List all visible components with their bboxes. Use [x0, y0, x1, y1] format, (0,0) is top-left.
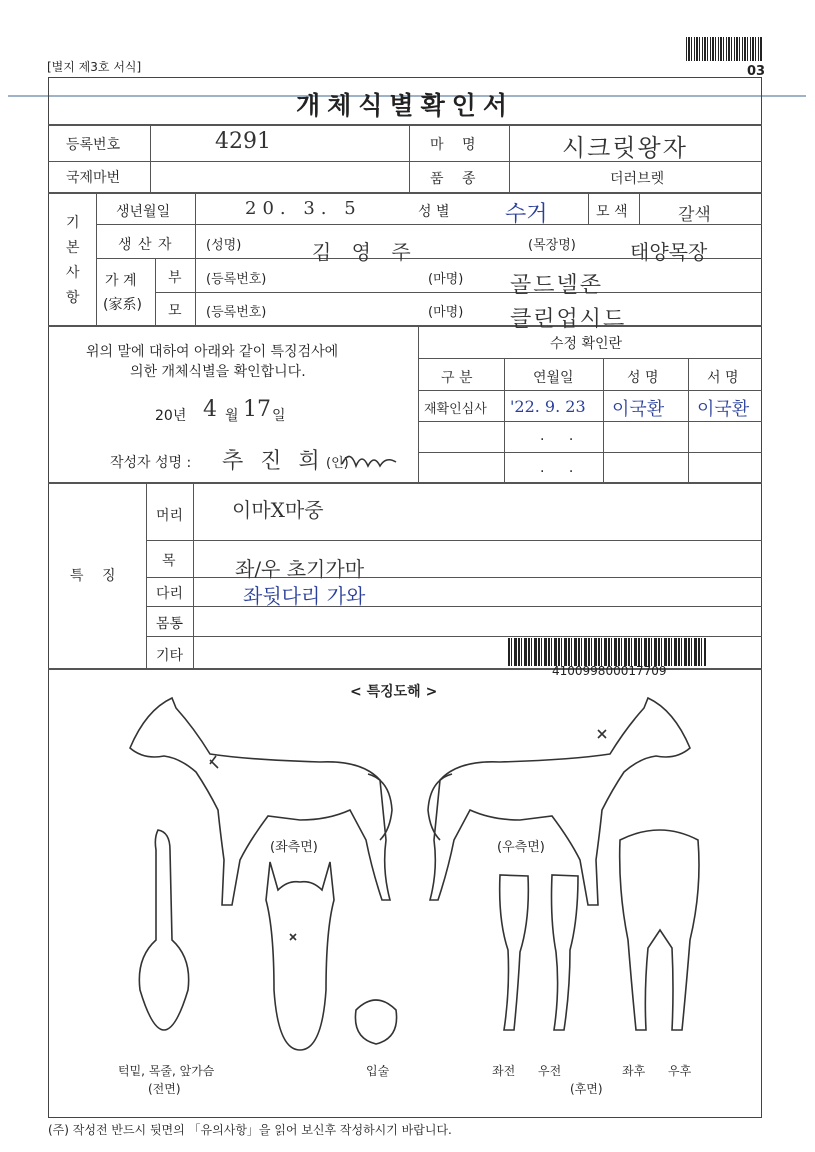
vline-d: [96, 192, 97, 325]
barcode-number: 410099800017709: [552, 664, 667, 678]
sire-label: 부: [168, 270, 182, 286]
pedigree-label-2: (家系): [103, 297, 142, 313]
breeder-name-value: 김 영 주: [312, 240, 411, 264]
breed-value: 더러브렛: [610, 171, 665, 187]
rear-left-label: 좌후: [622, 1064, 646, 1078]
vline-b: [409, 124, 410, 192]
feat-neck-label: 목: [162, 553, 176, 569]
vline-rev-2: [603, 358, 604, 482]
hline-rev-4: [418, 452, 762, 453]
sex-value: 수거: [505, 202, 548, 227]
rev-type-value: 재확인심사: [424, 402, 487, 417]
signature-scribble: [340, 444, 400, 474]
rev-date-value: '22. 9. 23: [510, 397, 586, 416]
author-label: 작성자 성명 :: [110, 455, 192, 471]
breeder-label: 생 산 자: [118, 237, 172, 253]
sire-name-tag: (마명): [428, 272, 464, 287]
hline-rev-3: [418, 421, 762, 422]
rev-col-date: 연월일: [533, 370, 574, 386]
vline-feat-1: [146, 482, 147, 668]
hline-rev-2: [418, 390, 762, 391]
date-month-value: 4: [203, 397, 217, 422]
rev-dots-2: . .: [540, 460, 574, 476]
vline-rev-1: [504, 358, 505, 482]
sire-reg-tag: (등록번호): [206, 272, 267, 287]
basic-info-label-3: 사: [66, 265, 80, 281]
reg-no-value: 4291: [215, 129, 271, 154]
basic-info-label-1: 기: [66, 215, 80, 231]
date-year: 20년: [155, 408, 187, 424]
farm-name-value: 태양목장: [630, 240, 708, 264]
sire-name-value: 골드넬존: [510, 273, 604, 298]
date-day-value: 17: [243, 397, 271, 422]
front-left-label: 좌전: [492, 1064, 516, 1078]
sex-label: 성 별: [418, 204, 450, 220]
seal-label: (인): [326, 456, 349, 471]
hline-feat-4: [146, 636, 762, 637]
rev-col-sign: 서 명: [707, 370, 739, 386]
coat-label: 모 색: [596, 204, 628, 220]
vline-confirm: [418, 325, 419, 482]
muzzle-label: 입술: [366, 1064, 390, 1078]
vline-f: [155, 258, 156, 325]
vline-g: [588, 192, 589, 224]
date-day-label: 일: [272, 408, 286, 424]
left-side-label: (좌측면): [270, 840, 318, 855]
features-label: 특 징: [70, 568, 116, 584]
hline-title: [48, 124, 762, 126]
hline-feat-3: [146, 606, 762, 607]
hline-confirm-bottom: [48, 482, 762, 484]
pedigree-label-1: 가 계: [105, 273, 137, 289]
feat-head-label: 머리: [156, 508, 184, 524]
birth-date-value: 20. 3. 5: [245, 198, 362, 219]
vline-rev-3: [688, 358, 689, 482]
revision-title: 수정 확인란: [550, 336, 623, 352]
dam-label: 모: [168, 303, 182, 319]
hline-6: [48, 325, 762, 327]
vline-e: [195, 192, 196, 325]
rev-sign-value: 이국환: [697, 399, 750, 420]
feat-neck-value: 좌/우 초기가마: [235, 557, 365, 581]
bottom-barcode: [508, 638, 706, 666]
top-barcode: [686, 37, 762, 61]
diagram-title: < 특징도해 >: [350, 684, 438, 700]
breed-label: 품 종: [430, 171, 476, 187]
author-name-value: 추 진 희: [222, 449, 320, 474]
right-side-label: (우측면): [497, 840, 545, 855]
horse-name-label: 마 명: [430, 137, 476, 153]
reg-no-label: 등록번호: [66, 137, 121, 153]
birth-date-label: 생년월일: [116, 204, 171, 220]
basic-info-label-4: 항: [66, 290, 80, 306]
basic-info-label-2: 본: [66, 240, 80, 256]
page-number: 03: [747, 64, 766, 79]
dam-name-value: 클린업시드: [510, 307, 627, 332]
front-right-label: 우전: [538, 1064, 562, 1078]
horse-diagram: [100, 690, 720, 1060]
front-caption: 턱밑, 목줄, 앞가슴: [118, 1064, 215, 1078]
feat-head-value: 이마X마중: [232, 498, 324, 522]
date-month-label: 월: [225, 408, 239, 424]
rev-name-value: 이국환: [612, 399, 665, 420]
front-label: (전면): [148, 1082, 181, 1096]
feat-etc-label: 기타: [156, 648, 184, 664]
horse-name-value: 시크릿왕자: [562, 134, 688, 162]
dam-reg-tag: (등록번호): [206, 305, 267, 320]
feat-leg-value: 좌뒷다리 가와: [243, 584, 366, 608]
vline-h: [639, 192, 640, 224]
rev-col-name: 성 명: [627, 370, 659, 386]
confirm-text-2: 의한 개체식별을 확인합니다.: [130, 364, 306, 380]
hline-feat-1: [146, 540, 762, 541]
rear-right-label: 우후: [668, 1064, 692, 1078]
hline-5: [155, 292, 762, 293]
page-title: 개체식별확인서: [295, 91, 515, 120]
hline-2: [48, 192, 762, 194]
intl-no-label: 국제마번: [66, 170, 121, 186]
farm-name-tag: (목장명): [528, 238, 576, 253]
vline-feat-2: [193, 482, 194, 668]
vline-a: [150, 124, 151, 192]
footer-note: (주) 작성전 반드시 뒷면의 「유의사항」을 읽어 보신후 작성하시기 바랍니다.: [48, 1123, 452, 1137]
rev-col-type: 구 분: [441, 370, 473, 386]
feat-leg-label: 다리: [156, 586, 184, 602]
feat-body-label: 몸통: [156, 616, 184, 632]
hline-rev-1: [418, 358, 762, 359]
confirm-text-1: 위의 말에 대하여 아래와 같이 특징검사에: [86, 344, 339, 360]
vline-c: [509, 124, 510, 192]
form-code: [별지 제3호 서식]: [47, 60, 142, 74]
dam-name-tag: (마명): [428, 305, 464, 320]
rear-label: (후면): [570, 1082, 603, 1096]
rev-dots-1: . .: [540, 428, 574, 444]
coat-value: 갈색: [678, 205, 711, 225]
breeder-name-tag: (성명): [206, 238, 242, 253]
